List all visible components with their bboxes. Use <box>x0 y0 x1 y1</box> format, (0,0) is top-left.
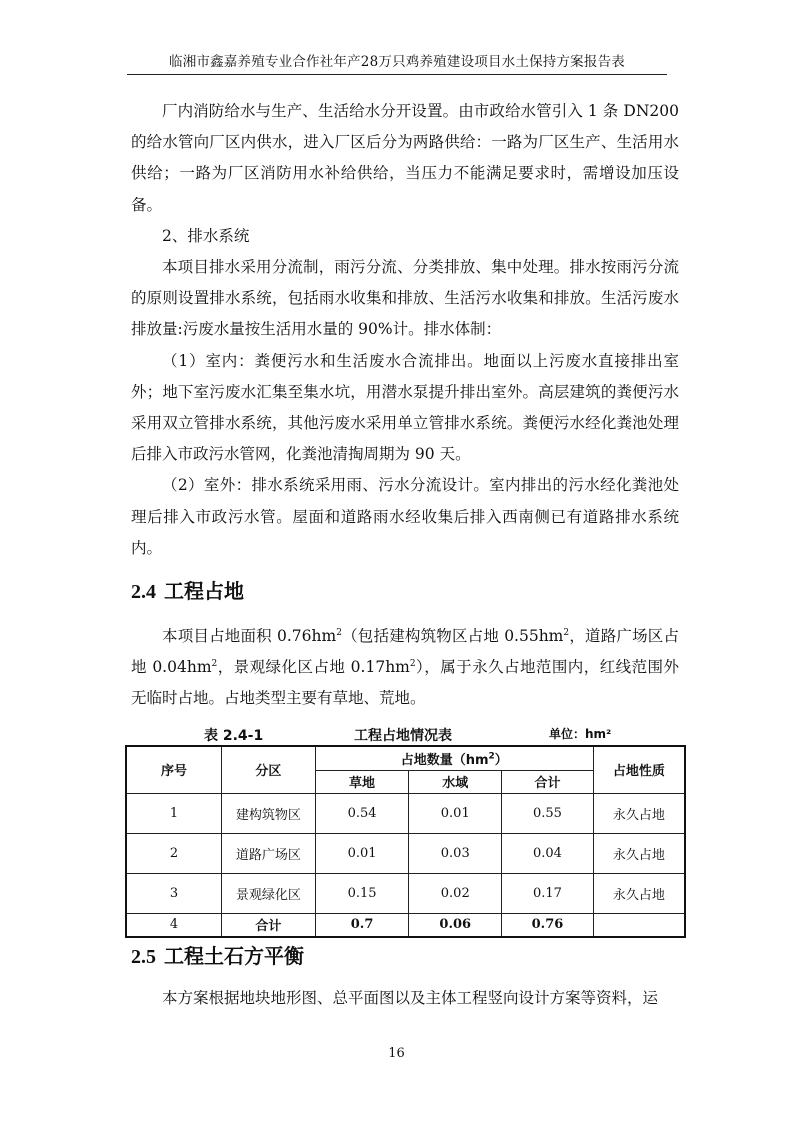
body-text-top <box>131 96 679 564</box>
cell-nature: 永久占地 <box>593 833 685 873</box>
section-number: 2.4 <box>131 581 156 603</box>
paragraph-indoor-drainage: （1）室内：粪便污水和生活废水合流排出。地面以上污废水直接排出室外；地下室污废水汇集至集水坑，用潜水泵提升排出室外。高层建筑的粪便污水采用双立管排水系统，其他污废水采用单立管排水系统。粪便污水经化粪池处理后排入市政污水管网，化粪池清掏周期为 90 天。 <box>131 351 679 464</box>
header-water: 水域 <box>409 770 502 793</box>
cell-nature: 永久占地 <box>593 873 685 913</box>
header-nature: 占地性质 <box>593 746 685 793</box>
header-zone: 分区 <box>222 746 316 793</box>
cell-nature: 永久占地 <box>593 793 685 833</box>
section-title: 工程土石方平衡 <box>164 944 304 968</box>
cell-water: 0.02 <box>409 873 502 913</box>
subheading-drainage: 2、排水系统 <box>162 226 250 245</box>
body-text-2-4 <box>131 621 679 715</box>
section-heading-2-5 <box>131 940 304 969</box>
cell-nature <box>593 913 685 937</box>
cell-zone: 景观绿化区 <box>222 873 316 913</box>
cell-water: 0.06 <box>409 913 502 937</box>
cell-no: 2 <box>126 833 222 873</box>
cell-no: 1 <box>126 793 222 833</box>
cell-grass: 0.7 <box>315 913 409 937</box>
cell-total: 0.76 <box>502 913 594 937</box>
table-caption-title: 工程占地情况表 <box>354 728 452 744</box>
cell-grass: 0.01 <box>315 833 409 873</box>
section-title: 工程占地 <box>164 579 244 603</box>
cell-total: 0.55 <box>502 793 594 833</box>
land-occupation-table <box>125 745 686 938</box>
table-row <box>126 833 685 873</box>
table-row <box>126 873 685 913</box>
section-number: 2.5 <box>131 946 156 968</box>
body-text-2-5 <box>131 983 679 1014</box>
paragraph-outdoor-drainage: （2）室外：排水系统采用雨、污水分流设计。室内排出的污水经化粪池处理后排入市政污水管。屋面和道路雨水经收集后排入西南侧已有道路排水系统内。 <box>131 476 679 557</box>
section-heading-2-4 <box>131 575 244 604</box>
table-caption-id: 表 2.4-1 <box>204 728 264 744</box>
cell-zone: 道路广场区 <box>222 833 316 873</box>
paragraph-earthwork: 本方案根据地块地形图、总平面图以及主体工程竖向设计方案等资料，运 <box>162 989 659 1007</box>
cell-total: 0.04 <box>502 833 594 873</box>
cell-water: 0.03 <box>409 833 502 873</box>
running-header: 临湘市鑫嘉养殖专业合作社年产28万只鸡养殖建设项目水土保持方案报告表 <box>169 54 625 70</box>
cell-grass: 0.54 <box>315 793 409 833</box>
paragraph-drainage-system: 本项目排水采用分流制，雨污分流、分类排放、集中处理。排水按雨污分流的原则设置排水系统，包括雨水收集和排放、生活污水收集和排放。生活污废水排放量:污废水量按生活用水量的 90%计。排水体制： <box>131 258 679 339</box>
cell-zone: 合计 <box>222 913 316 937</box>
header-no: 序号 <box>126 746 222 793</box>
table-row <box>126 793 685 833</box>
cell-zone: 建构筑物区 <box>222 793 316 833</box>
table-caption-unit: 单位：hm² <box>549 727 612 741</box>
paragraph-land-occupation: 本项目占地面积 $0.76hm^2$（包括建构筑物区占地 $0.55hm^2$，道路广场区占地 $0.04hm^2$，景观绿化区占地 $0.17hm^2$），属于永久占地范围内，红线范围外无临时占地。占地类型主要有草地、荒地。 <box>131 627 679 708</box>
paragraph-water-supply: 厂内消防给水与生产、生活给水分开设置。由市政给水管引入 1 条 DN200 的给水管向厂区内供水，进入厂区后分为两路供给：一路为厂区生产、生活用水供给；一路为厂区消防用水补给供给，当压力不能满足要求时，需增设加压设备。 <box>131 102 679 214</box>
cell-no: 4 <box>126 913 222 937</box>
page-number: 16 <box>388 1046 405 1061</box>
table-row-total <box>126 913 685 937</box>
cell-total: 0.17 <box>502 873 594 913</box>
header-total: 合计 <box>502 770 594 793</box>
cell-no: 3 <box>126 873 222 913</box>
header-quantity: 占地数量$(hm^2)$ <box>315 746 593 770</box>
header-rule <box>127 74 667 75</box>
cell-grass: 0.15 <box>315 873 409 913</box>
cell-water: 0.01 <box>409 793 502 833</box>
header-grassland: 草地 <box>315 770 409 793</box>
